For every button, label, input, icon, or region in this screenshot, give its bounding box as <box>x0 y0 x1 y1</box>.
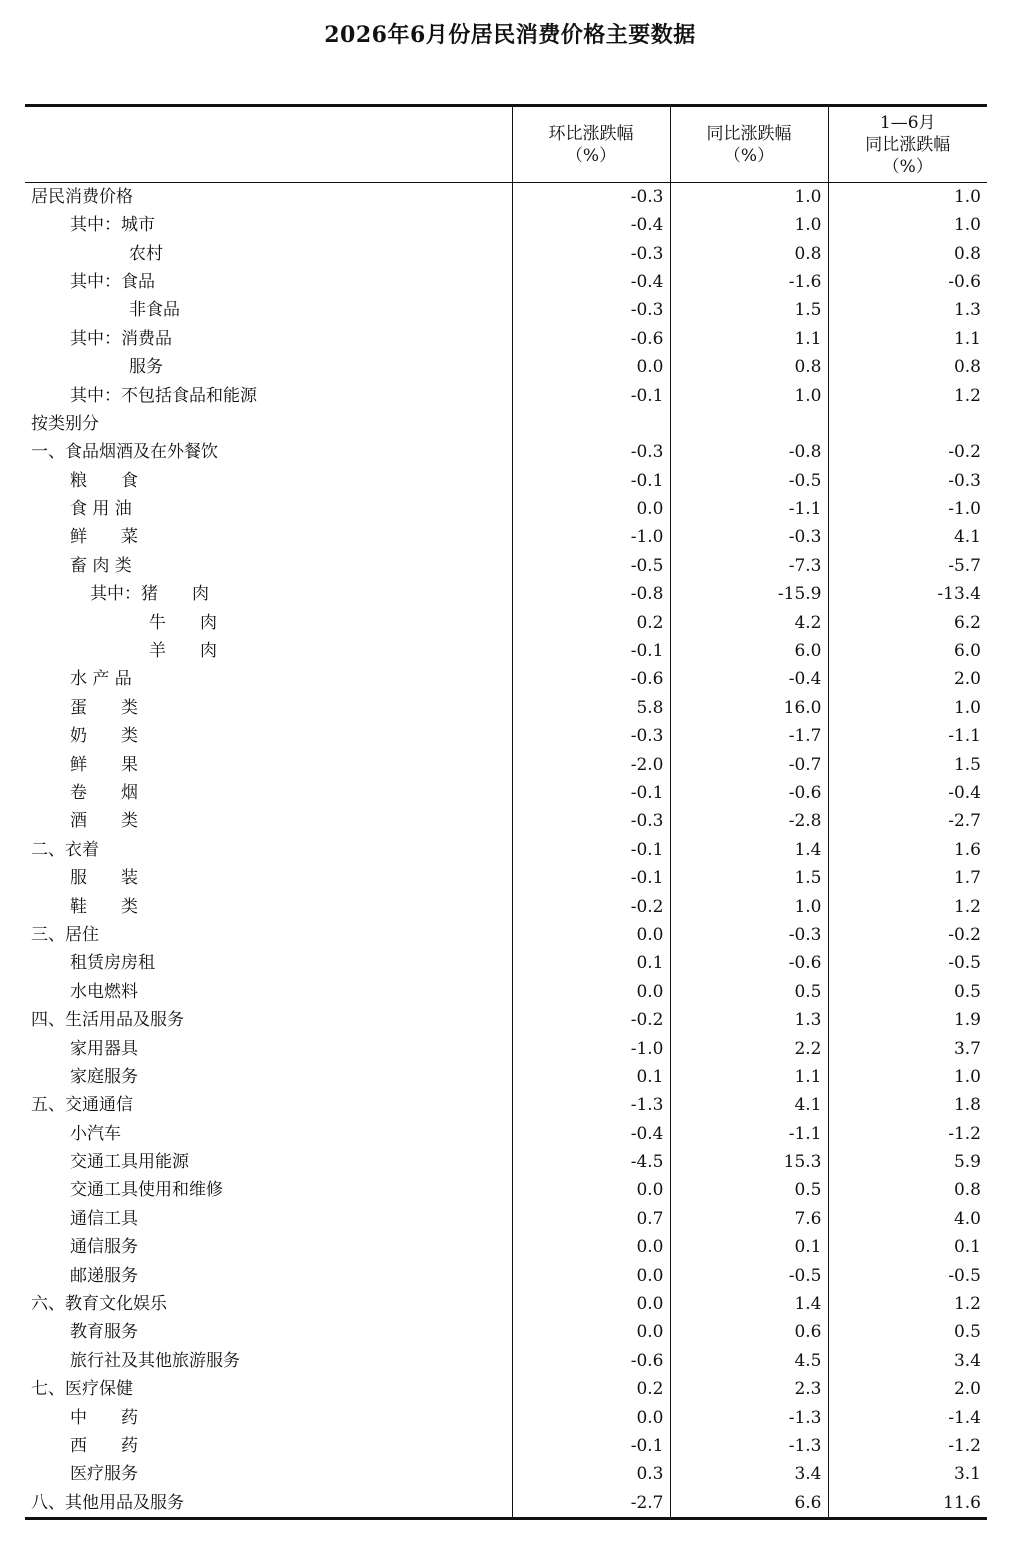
table-row <box>25 183 987 212</box>
row-label: 牛 肉 <box>149 612 217 633</box>
row-ytd-value: 1.0 <box>828 694 987 722</box>
row-yoy-value: 4.2 <box>670 608 828 636</box>
table-row <box>25 1006 987 1034</box>
row-ytd-value: -0.5 <box>828 949 987 977</box>
row-yoy-value: 6.0 <box>670 637 828 665</box>
table-row <box>25 978 987 1006</box>
row-ytd-value: 6.0 <box>828 637 987 665</box>
row-mom-value: -0.3 <box>512 438 670 466</box>
row-yoy-value: 2.3 <box>670 1375 828 1403</box>
row-mom-value: 0.2 <box>512 608 670 636</box>
table-header-row <box>25 106 987 183</box>
table-row <box>25 864 987 892</box>
table-row <box>25 1120 987 1148</box>
row-yoy-value: 1.4 <box>670 1290 828 1318</box>
table-row <box>25 836 987 864</box>
row-mom-value: -0.6 <box>512 665 670 693</box>
row-mom-value: -1.0 <box>512 523 670 551</box>
row-label: 畜 肉 类 <box>70 555 132 576</box>
row-ytd-value: -0.2 <box>828 921 987 949</box>
table-row <box>25 211 987 239</box>
table-row <box>25 1290 987 1318</box>
row-mom-value: -0.3 <box>512 722 670 750</box>
row-label: 邮递服务 <box>70 1265 138 1286</box>
row-yoy-value: -0.3 <box>670 523 828 551</box>
row-mom-value: -0.3 <box>512 239 670 267</box>
row-mom-value: 0.0 <box>512 1318 670 1346</box>
row-yoy-value: 1.0 <box>670 381 828 409</box>
row-yoy-value: -0.8 <box>670 438 828 466</box>
table-row <box>25 1489 987 1519</box>
row-mom-value: -0.1 <box>512 836 670 864</box>
table-row <box>25 325 987 353</box>
row-yoy-value: -0.4 <box>670 665 828 693</box>
row-mom-value: -1.3 <box>512 1091 670 1119</box>
row-ytd-value: 3.1 <box>828 1460 987 1488</box>
row-yoy-value: 2.2 <box>670 1034 828 1062</box>
row-label: 食 用 油 <box>70 499 132 520</box>
row-ytd-value: 0.8 <box>828 1176 987 1204</box>
row-mom-value: -0.6 <box>512 1347 670 1375</box>
row-yoy-value: -2.8 <box>670 807 828 835</box>
row-mom-value: -0.1 <box>512 864 670 892</box>
table-row <box>25 580 987 608</box>
table-row <box>25 467 987 495</box>
header-yoy-unit: （%） <box>723 145 775 166</box>
row-yoy-value: 0.5 <box>670 1176 828 1204</box>
row-label: 酒 类 <box>70 811 138 832</box>
row-label: 居民消费价格 <box>31 187 133 207</box>
row-ytd-value: -0.4 <box>828 779 987 807</box>
table-row <box>25 750 987 778</box>
header-ytd <box>828 106 987 183</box>
row-label: 通信服务 <box>70 1237 138 1258</box>
table-row <box>25 1318 987 1346</box>
row-mom-value: 5.8 <box>512 694 670 722</box>
row-label: 三、居住 <box>31 924 99 945</box>
table-row <box>25 1261 987 1289</box>
table-row <box>25 438 987 466</box>
table-row <box>25 495 987 523</box>
row-mom-value: 0.7 <box>512 1205 670 1233</box>
row-ytd-value: 2.0 <box>828 1375 987 1403</box>
table-row <box>25 892 987 920</box>
row-mom-value: 0.1 <box>512 1063 670 1091</box>
row-yoy-value: 1.0 <box>670 183 828 212</box>
page-title: 2026年6月份居民消费价格主要数据 <box>324 22 696 48</box>
row-yoy-value: 1.5 <box>670 296 828 324</box>
row-label: 八、其他用品及服务 <box>25 1489 512 1519</box>
row-label: 鞋 类 <box>70 896 138 917</box>
row-ytd-value: 1.2 <box>828 892 987 920</box>
header-ytd-label: 同比涨跌幅 <box>865 134 951 155</box>
row-mom-value: -4.5 <box>512 1148 670 1176</box>
row-label: 其中：城市 <box>70 215 155 236</box>
table-row <box>25 1091 987 1119</box>
row-label: 鲜 菜 <box>70 527 138 548</box>
row-ytd-value: 1.3 <box>828 296 987 324</box>
row-label: 旅行社及其他旅游服务 <box>70 1350 240 1371</box>
row-mom-value: -0.5 <box>512 552 670 580</box>
row-mom-value <box>512 410 670 438</box>
row-label: 水 产 品 <box>70 669 132 690</box>
row-ytd-value: 6.2 <box>828 608 987 636</box>
row-label: 其中：食品 <box>70 271 155 292</box>
row-yoy-value <box>670 410 828 438</box>
row-yoy-value: -1.3 <box>670 1403 828 1431</box>
row-label: 其中：猪 肉 <box>90 584 209 605</box>
row-label: 按类别分 <box>31 413 99 434</box>
table-row <box>25 921 987 949</box>
row-label: 家庭服务 <box>70 1066 138 1087</box>
row-mom-value: -0.1 <box>512 1432 670 1460</box>
row-ytd-value: 2.0 <box>828 665 987 693</box>
row-label: 卷 烟 <box>70 783 138 803</box>
row-ytd-value: -0.5 <box>828 1261 987 1289</box>
row-label: 医疗服务 <box>70 1464 138 1485</box>
table-row <box>25 608 987 636</box>
row-ytd-value: 1.0 <box>828 183 987 212</box>
row-label: 粮 食 <box>70 470 138 491</box>
row-label: 其中：消费品 <box>70 328 172 349</box>
row-label: 七、医疗保健 <box>31 1379 133 1400</box>
row-mom-value: -0.8 <box>512 580 670 608</box>
row-yoy-value: 4.1 <box>670 1091 828 1119</box>
table-body <box>25 183 987 1519</box>
row-ytd-value: 3.4 <box>828 1347 987 1375</box>
table-row <box>25 552 987 580</box>
table-row <box>25 807 987 835</box>
row-label: 非食品 <box>129 300 180 321</box>
row-yoy-value: 7.6 <box>670 1205 828 1233</box>
table-row <box>25 410 987 438</box>
row-mom-value: -2.0 <box>512 750 670 778</box>
row-ytd-value: 11.6 <box>828 1489 987 1519</box>
row-ytd-value: -5.7 <box>828 552 987 580</box>
row-ytd-value: -0.2 <box>828 438 987 466</box>
row-label: 交通工具使用和维修 <box>70 1180 223 1201</box>
row-ytd-value: 0.8 <box>828 239 987 267</box>
row-yoy-value: 16.0 <box>670 694 828 722</box>
row-ytd-value: 1.7 <box>828 864 987 892</box>
row-label: 一、食品烟酒及在外餐饮 <box>31 442 218 463</box>
row-mom-value: 0.0 <box>512 921 670 949</box>
table-row <box>25 1176 987 1204</box>
row-ytd-value: 1.0 <box>828 1063 987 1091</box>
header-ytd-unit: （%） <box>882 156 933 177</box>
row-yoy-value: -15.9 <box>670 580 828 608</box>
row-mom-value: -0.1 <box>512 637 670 665</box>
row-label: 蛋 类 <box>70 697 138 718</box>
row-ytd-value: -2.7 <box>828 807 987 835</box>
row-label: 西 药 <box>70 1435 138 1456</box>
table-row <box>25 1233 987 1261</box>
row-ytd-value: 1.6 <box>828 836 987 864</box>
cpi-table <box>25 104 987 1520</box>
row-yoy-value: -1.6 <box>670 268 828 296</box>
row-label: 二、衣着 <box>31 839 99 860</box>
row-ytd-value: 0.5 <box>828 1318 987 1346</box>
header-item <box>25 106 512 183</box>
row-label: 通信工具 <box>70 1208 138 1229</box>
row-yoy-value: 1.4 <box>670 836 828 864</box>
row-mom-value: 0.0 <box>512 1233 670 1261</box>
table-row <box>25 637 987 665</box>
table-row <box>25 1432 987 1460</box>
row-ytd-value: -1.1 <box>828 722 987 750</box>
header-yoy-label: 同比涨跌幅 <box>706 123 792 144</box>
row-yoy-value: 1.5 <box>670 864 828 892</box>
row-mom-value: 0.1 <box>512 949 670 977</box>
header-ytd-period: 1—6月 <box>879 112 936 133</box>
row-ytd-value: 1.0 <box>828 211 987 239</box>
row-ytd-value: 1.2 <box>828 1290 987 1318</box>
row-label: 奶 类 <box>70 726 138 747</box>
row-label: 教育服务 <box>70 1322 138 1343</box>
row-yoy-value: 0.5 <box>670 978 828 1006</box>
row-yoy-value: -1.1 <box>670 495 828 523</box>
row-yoy-value: -0.7 <box>670 750 828 778</box>
row-mom-value: -0.1 <box>512 381 670 409</box>
row-mom-value: -1.0 <box>512 1034 670 1062</box>
row-mom-value: -0.1 <box>512 467 670 495</box>
row-ytd-value: 0.8 <box>828 353 987 381</box>
row-mom-value: -0.4 <box>512 211 670 239</box>
row-ytd-value: 1.8 <box>828 1091 987 1119</box>
row-mom-value: -0.3 <box>512 183 670 212</box>
row-yoy-value: 6.6 <box>670 1489 828 1519</box>
row-label: 农村 <box>129 243 163 264</box>
row-ytd-value: -1.4 <box>828 1403 987 1431</box>
row-yoy-value: -0.6 <box>670 779 828 807</box>
row-mom-value: 0.0 <box>512 353 670 381</box>
table-row <box>25 694 987 722</box>
row-mom-value: -0.3 <box>512 296 670 324</box>
row-label: 水电燃料 <box>70 981 138 1002</box>
table-row <box>25 353 987 381</box>
row-label: 羊 肉 <box>149 641 217 662</box>
row-mom-value: -0.1 <box>512 779 670 807</box>
row-ytd-value: 1.9 <box>828 1006 987 1034</box>
table-row <box>25 1347 987 1375</box>
header-mom-label: 环比涨跌幅 <box>548 123 634 144</box>
row-yoy-value: 0.8 <box>670 353 828 381</box>
header-mom <box>512 106 670 183</box>
row-yoy-value: 0.8 <box>670 239 828 267</box>
row-mom-value: 0.0 <box>512 1403 670 1431</box>
row-yoy-value: -1.1 <box>670 1120 828 1148</box>
row-yoy-value: 1.0 <box>670 892 828 920</box>
row-ytd-value: 3.7 <box>828 1034 987 1062</box>
header-mom-unit: （%） <box>565 145 617 166</box>
row-yoy-value: -0.5 <box>670 467 828 495</box>
header-yoy <box>670 106 828 183</box>
row-mom-value: 0.0 <box>512 1261 670 1289</box>
row-mom-value: 0.2 <box>512 1375 670 1403</box>
row-mom-value: -0.3 <box>512 807 670 835</box>
table-row <box>25 722 987 750</box>
row-ytd-value <box>828 410 987 438</box>
row-ytd-value: 5.9 <box>828 1148 987 1176</box>
row-ytd-value: -13.4 <box>828 580 987 608</box>
row-yoy-value: 1.1 <box>670 1063 828 1091</box>
table-row <box>25 1148 987 1176</box>
row-yoy-value: 15.3 <box>670 1148 828 1176</box>
row-mom-value: 0.0 <box>512 1290 670 1318</box>
row-yoy-value: -0.3 <box>670 921 828 949</box>
row-yoy-value: -1.7 <box>670 722 828 750</box>
row-label: 六、教育文化娱乐 <box>31 1294 167 1315</box>
row-yoy-value: 4.5 <box>670 1347 828 1375</box>
row-ytd-value: -1.2 <box>828 1120 987 1148</box>
row-label: 鲜 果 <box>70 754 138 775</box>
row-ytd-value: 1.2 <box>828 381 987 409</box>
row-label: 家用器具 <box>70 1038 138 1059</box>
row-label: 租赁房房租 <box>70 953 155 974</box>
table-row <box>25 239 987 267</box>
row-ytd-value: -1.0 <box>828 495 987 523</box>
row-ytd-value: 1.1 <box>828 325 987 353</box>
row-yoy-value: -0.5 <box>670 1261 828 1289</box>
row-mom-value: 0.0 <box>512 495 670 523</box>
row-ytd-value: 0.1 <box>828 1233 987 1261</box>
row-mom-value: 0.3 <box>512 1460 670 1488</box>
row-ytd-value: -0.3 <box>828 467 987 495</box>
row-yoy-value: 0.1 <box>670 1233 828 1261</box>
row-label: 其中：不包括食品和能源 <box>70 385 257 406</box>
row-yoy-value: -7.3 <box>670 552 828 580</box>
row-ytd-value: -1.2 <box>828 1432 987 1460</box>
row-mom-value: 0.0 <box>512 978 670 1006</box>
table-row <box>25 1375 987 1403</box>
row-yoy-value: 3.4 <box>670 1460 828 1488</box>
row-yoy-value: 1.1 <box>670 325 828 353</box>
row-mom-value: -0.4 <box>512 1120 670 1148</box>
row-mom-value: -0.2 <box>512 1006 670 1034</box>
row-ytd-value: 1.5 <box>828 750 987 778</box>
table-row <box>25 1063 987 1091</box>
row-label: 四、生活用品及服务 <box>31 1010 184 1031</box>
table-row <box>25 296 987 324</box>
table-row <box>25 1403 987 1431</box>
row-yoy-value: -1.3 <box>670 1432 828 1460</box>
row-ytd-value: 4.1 <box>828 523 987 551</box>
row-ytd-value: -0.6 <box>828 268 987 296</box>
row-mom-value: 0.0 <box>512 1176 670 1204</box>
row-label: 小汽车 <box>70 1123 121 1144</box>
row-yoy-value: 1.3 <box>670 1006 828 1034</box>
row-yoy-value: 0.6 <box>670 1318 828 1346</box>
table-row <box>25 665 987 693</box>
row-mom-value: -2.7 <box>512 1489 670 1519</box>
row-yoy-value: -0.6 <box>670 949 828 977</box>
row-label: 五、交通通信 <box>31 1095 133 1116</box>
table-row <box>25 1205 987 1233</box>
row-label: 服 装 <box>70 868 138 889</box>
table-row <box>25 381 987 409</box>
row-label: 交通工具用能源 <box>70 1152 189 1173</box>
table-row <box>25 1460 987 1488</box>
row-label: 中 药 <box>70 1407 138 1428</box>
row-ytd-value: 4.0 <box>828 1205 987 1233</box>
table-row <box>25 1034 987 1062</box>
row-mom-value: -0.2 <box>512 892 670 920</box>
row-mom-value: -0.6 <box>512 325 670 353</box>
table-row <box>25 779 987 807</box>
table-row <box>25 523 987 551</box>
table-row <box>25 268 987 296</box>
table-row <box>25 949 987 977</box>
row-yoy-value: 1.0 <box>670 211 828 239</box>
row-mom-value: -0.4 <box>512 268 670 296</box>
row-label: 服务 <box>129 357 163 378</box>
row-ytd-value: 0.5 <box>828 978 987 1006</box>
